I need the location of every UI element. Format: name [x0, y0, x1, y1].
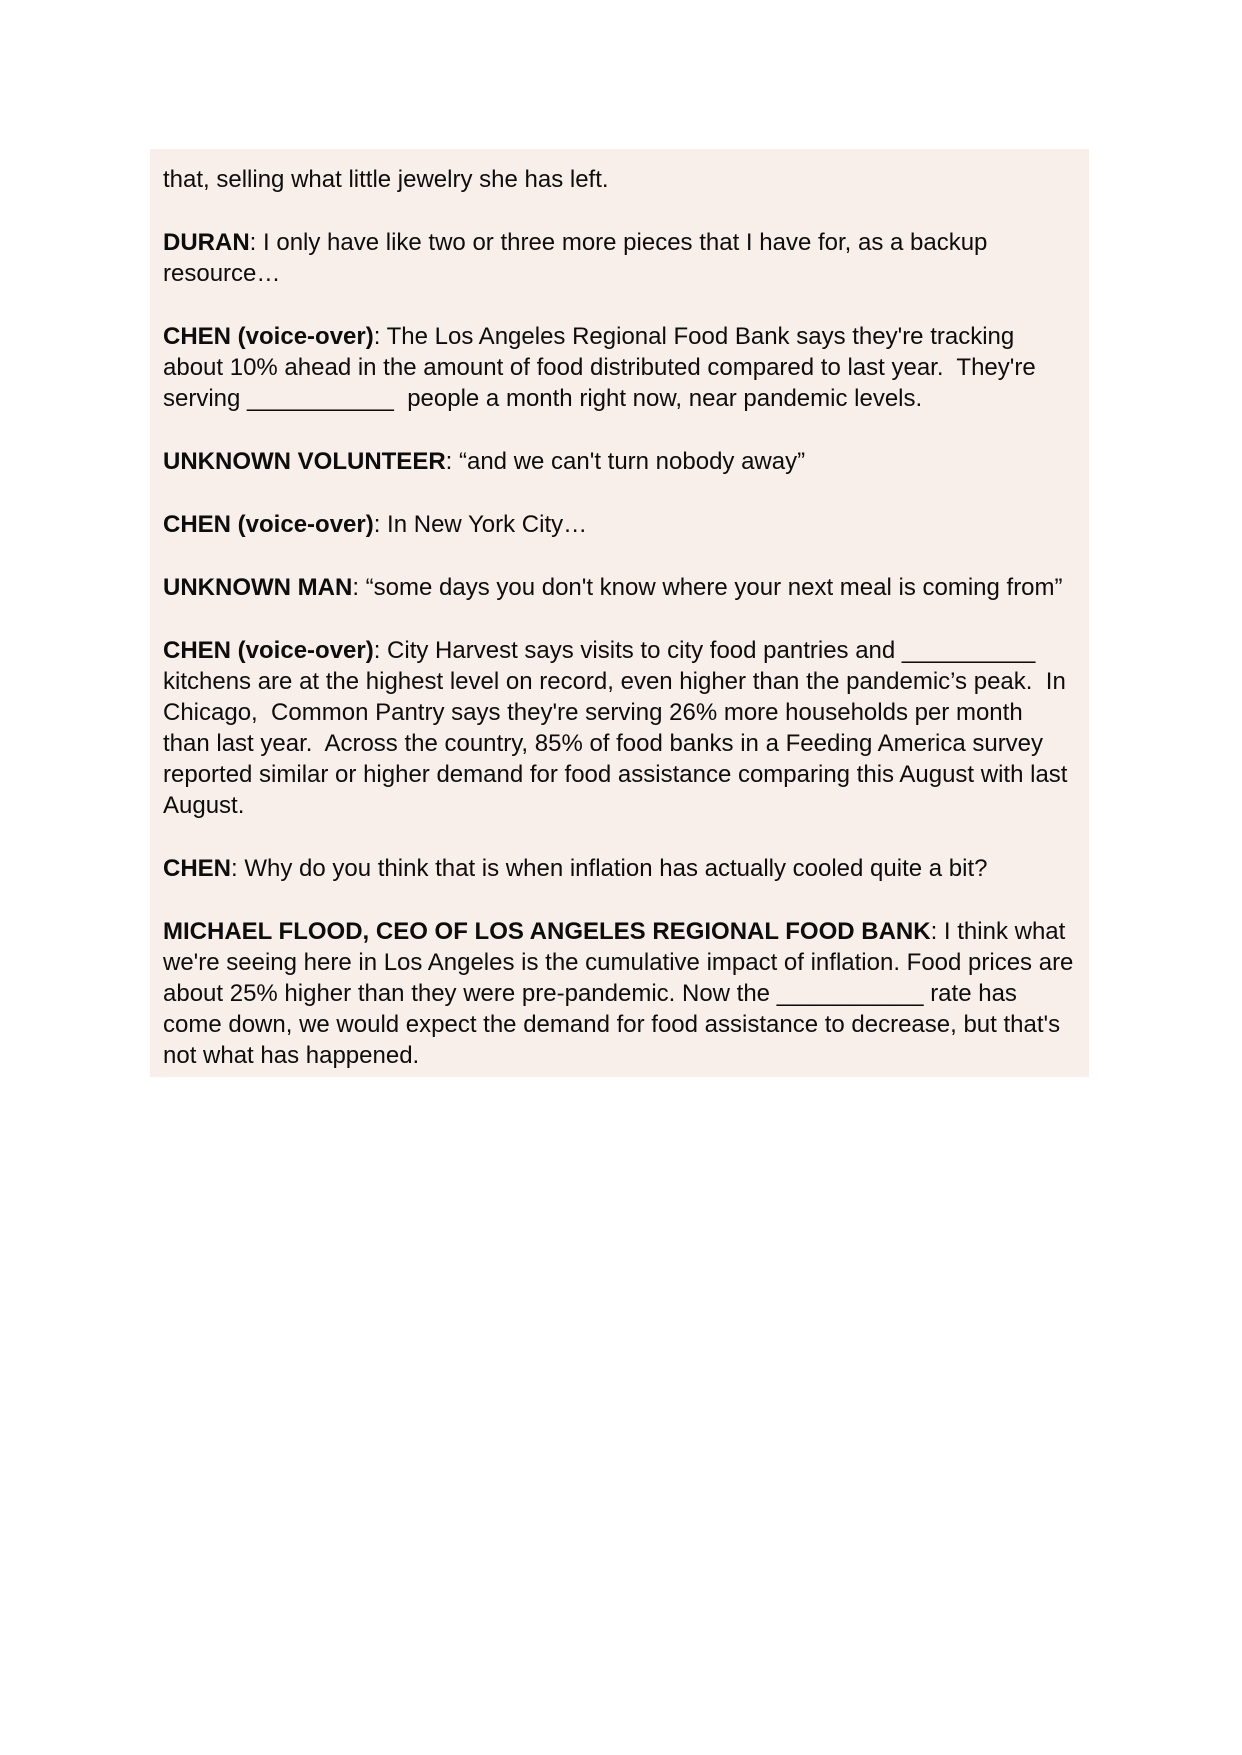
transcript-paragraph — [163, 227, 1076, 289]
paragraph-text: : “some days you don't know where your next meal is coming from” — [352, 574, 1063, 601]
transcript-paragraph — [163, 164, 1076, 195]
transcript-paragraph — [163, 635, 1076, 821]
transcript-paragraph — [163, 446, 1076, 477]
paragraph-text: : I only have like two or three more pieces that I have for, as a backup resource… — [163, 229, 995, 287]
transcript-paragraph — [163, 572, 1076, 603]
speaker-label: CHEN — [163, 855, 232, 882]
paragraph-text: : Why do you think that is when inflation has actually cooled quite a bit? — [231, 855, 988, 882]
paragraph-text: : City Harvest says visits to city food pantries and __________ kitchens are at the highest level on record, even higher than the pandemic’s peak. In Chicago, Common Pantry says they're serving 26% more households per month than last year. Across the country, 85% of food banks in a Feeding America survey reported similar or higher demand for food assistance comparing this August with last August. — [163, 637, 1073, 819]
speaker-label: DURAN — [163, 229, 250, 256]
paragraph-text: : The Los Angeles Regional Food Bank says they're tracking about 10% ahead in the amount of food distributed compared to last year. They're serving ___________ people a month right now, near pandemic levels. — [163, 323, 1043, 412]
speaker-label: MICHAEL FLOOD, CEO OF LOS ANGELES REGIONAL FOOD BANK — [163, 918, 931, 945]
paragraph-text: : “and we can't turn nobody away” — [445, 448, 806, 475]
speaker-label: CHEN (voice-over) — [163, 511, 374, 538]
speaker-label: UNKNOWN VOLUNTEER — [163, 448, 446, 475]
transcript-paragraph — [163, 321, 1076, 414]
transcript-paragraph — [163, 509, 1076, 540]
paragraph-text: that, selling what little jewelry she has left. — [163, 166, 609, 193]
paragraph-text: : In New York City… — [373, 511, 588, 538]
transcript-paragraph — [163, 916, 1081, 1071]
speaker-label: CHEN (voice-over) — [163, 637, 374, 664]
speaker-label: CHEN (voice-over) — [163, 323, 374, 350]
paragraph-text: : I think what we're seeing here in Los Angeles is the cumulative impact of inflation. Food prices are about 25% higher than they were pre-pandemic. Now the ___________ rate has come down, we would expect the demand for food assistance to decrease, but that's not what has happened. — [163, 918, 1081, 1069]
speaker-label: UNKNOWN MAN — [163, 574, 353, 601]
transcript-paragraph — [163, 853, 1076, 884]
transcript-panel — [150, 149, 1089, 1077]
